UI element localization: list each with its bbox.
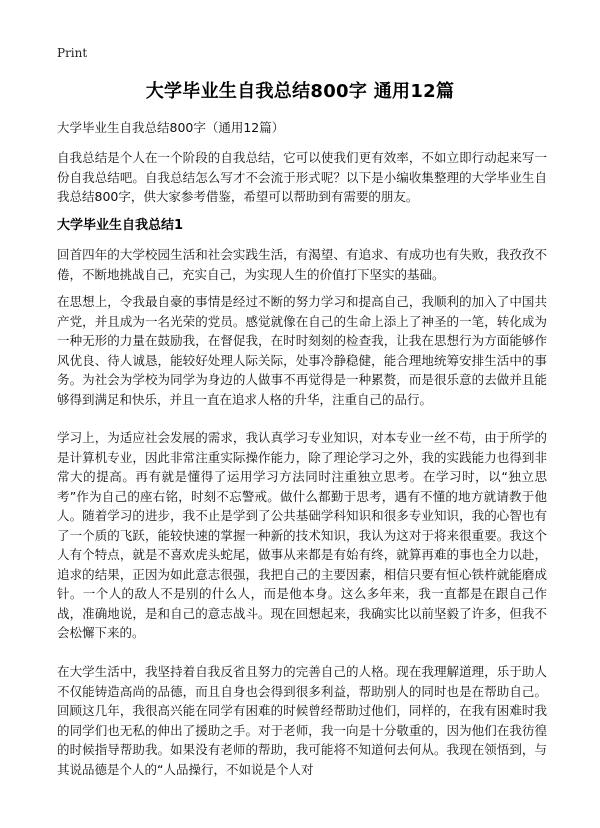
body-paragraph-3: 学习上，为适应社会发展的需求，我认真学习专业知识，对本专业一丝不苟，由于所学的是计算机专业，因此非常注重实际操作能力，除了理论学习之外，我的实践能力也得到非常大的提高。再有就是懂得了运用学习方法同时注重独立思考。在学习时，以“独立思考”作为自己的座右铭，时刻不忘警戒。做什么都勤于思考，遇有不懂的地方就请教于他人。随着学习的进步，我不止是学到了公共基础学科知识和很多专业知识，我的心智也有了一个质的飞跃，能较快速的掌握一种新的技术知识，我认为这对于将来很重要。我这个人有个特点，就是不喜欢虎头蛇尾，做事从来都是有始有终，就算再难的事也全力以赴，追求的结果，正因为如此意志很强，我把自己的主要因素，相信只要有恒心铁杵就能磨成针。一个人的敌人不是别的什么人，而是他本身。这么多年来，我一直都是在跟自己作战，准确地说，是和自己的意志战斗。现在回想起来，我确实比以前坚毅了许多，但我不会松懈下来的。 [57, 430, 547, 640]
page-subtitle: 大学毕业生自我总结800字（通用12篇） [57, 120, 285, 135]
body-paragraph-1: 回首四年的大学校园生活和社会实践生活，有渴望、有追求、有成功也有失败，我孜孜不倦，不断地挑战自己，充实自己，为实现人生的价值打下坚实的基础。 [57, 247, 547, 282]
body-paragraph-2: 在思想上，令我最自豪的事情是经过不断的努力学习和提高自己，我顺利的加入了中国共产党，并且成为一名光荣的党员。感觉就像在自己的生命上添上了神圣的一笔，转化成为一种无形的力量在鼓励我，在督促我，在时时刻刻的检查我，让我在思想行为方面能够作风优良、待人诚恳，能较好处理人际关际，处事冷静稳健，能合理地统筹安排生活中的事务。为社会为学校为同学为身边的人做事不再觉得是一种累赘，而是很乐意的去做并且能够得到满足和快乐，并且一直在追求人格的升华，注重自己的品行。 [57, 294, 547, 407]
intro-paragraph: 自我总结是个人在一个阶段的自我总结，它可以使我们更有效率，不如立即行动起来写一份自我总结吧。自我总结怎么写才不会流于形式呢？以下是小编收集整理的大学毕业生自我总结800字，供大家参考借鉴，希望可以帮助到有需要的朋友。 [57, 150, 547, 204]
section-heading: 大学毕业生自我总结1 [57, 218, 184, 233]
body-paragraph-4: 在大学生活中，我坚持着自我反省且努力的完善自己的人格。现在我理解道理，乐于助人不仅能铸造高尚的品德，而且自身也会得到很多利益，帮助别人的同时也是在帮助自己。回顾这几年，我很高兴能在同学有困难的时候曾经帮助过他们，同样的，在我有困难时我的同学们也无私的伸出了援助之手。对于老师，我一向是十分敬重的，因为他们在我彷徨的时候指导帮助我。如果没有老师的帮助，我可能将不知道何去何从。我现在领悟到，与其说品德是个人的“人品操行，不如说是个人对 [57, 664, 547, 777]
page-title: 大学毕业生自我总结800字 通用12篇 [145, 81, 455, 102]
print-link[interactable]: Print [57, 46, 88, 60]
